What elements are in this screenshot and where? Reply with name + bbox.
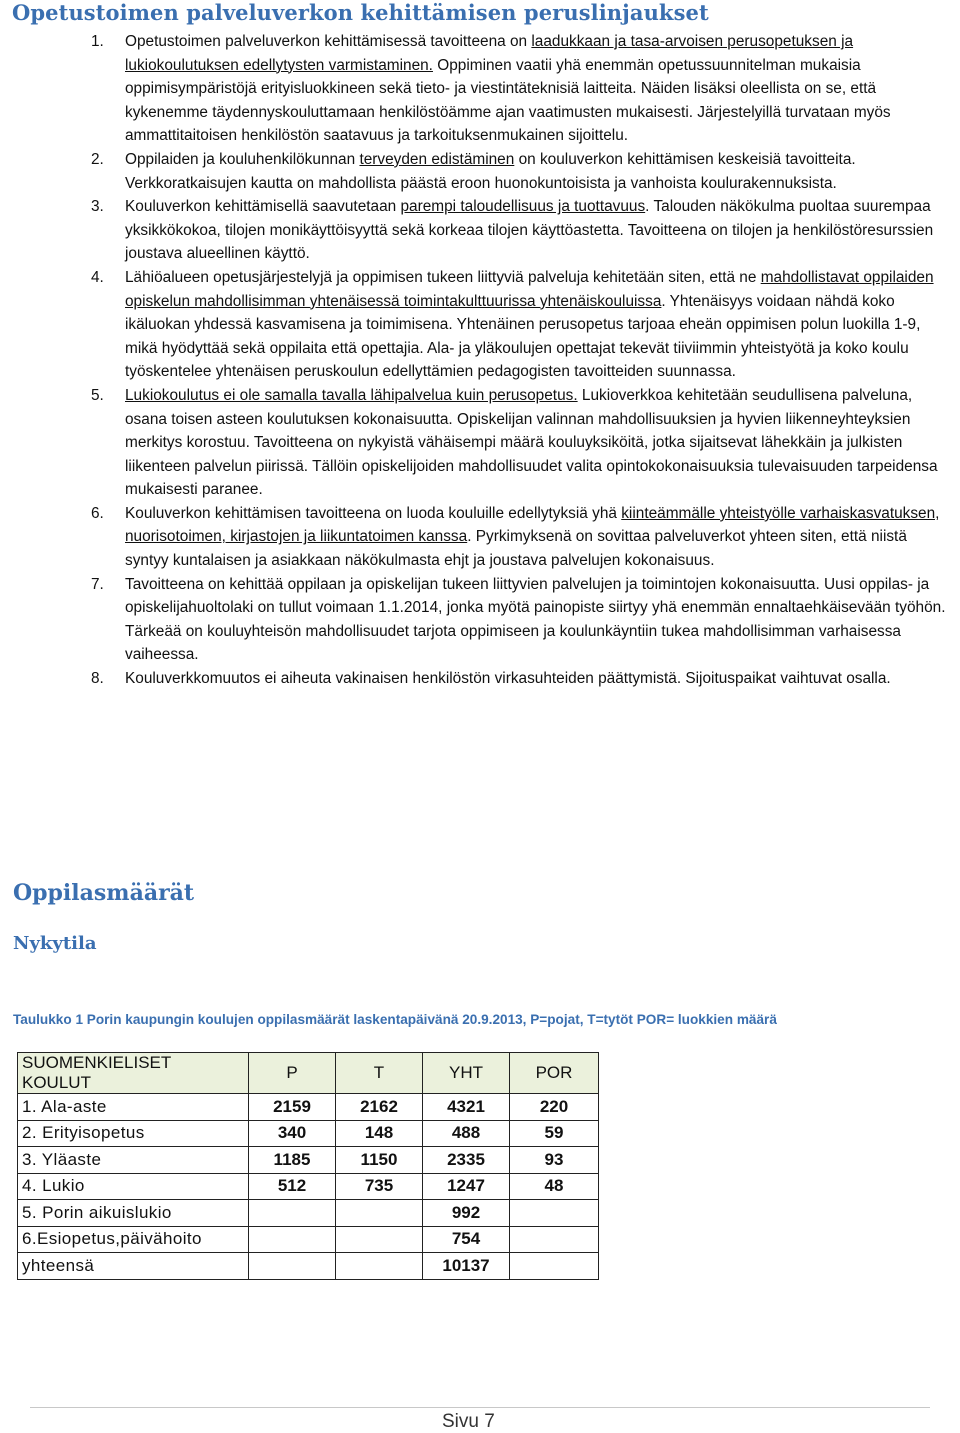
list-item-text: Opetustoimen palveluverkon kehittämisessä tavoitteena on — [125, 33, 532, 50]
table-cell-value: 735 — [336, 1173, 423, 1200]
header-cell-schools: SUOMENKIELISET KOULUT — [18, 1053, 249, 1094]
table-cell-value: 2162 — [336, 1094, 423, 1121]
table-cell-value: 1247 — [423, 1173, 510, 1200]
list-item-text: . Talouden näkökulma puoltaa suurempaa yksikkökokoa, tilojen monikäyttöisyyttä sekä korkeaa tilojen käyttöastetta. Tavoitteena on tilojen ja henkilöstöresurssien joustava alueellinen käyttö. — [125, 198, 934, 263]
table-row — [18, 1200, 599, 1227]
table-cell-value — [249, 1226, 336, 1253]
table-cell-label: 1. Ala-aste — [18, 1094, 249, 1121]
table-row — [18, 1253, 599, 1280]
list-item-number: 1. — [91, 33, 104, 50]
table-cell-value — [249, 1200, 336, 1227]
list-item-text: Lähiöalueen opetusjärjestelyjä ja oppimisen tukeen liittyviä palveluja kehitetään siten, että ne — [125, 268, 761, 286]
table-cell-value: 220 — [510, 1094, 599, 1121]
table-cell-value: 340 — [249, 1120, 336, 1147]
table-cell-value — [510, 1253, 599, 1280]
table-cell-value: 754 — [423, 1226, 510, 1253]
table-cell-label: 2. Erityisopetus — [18, 1120, 249, 1147]
table-cell-value: 992 — [423, 1200, 510, 1227]
list-item — [0, 148, 960, 195]
underlined-text: mahdollistavat oppilaiden opiskelun mahdollisimman yhtenäisessä toimintakulttuurissa yhtenäiskouluissa — [125, 268, 934, 310]
header-cell-p: P — [249, 1053, 336, 1094]
list-item-text: Kouluverkkomuutos ei aiheuta vakinaisen henkilöstön virkasuhteiden päättymistä. Sijoituspaikat vaihtuvat osalla. — [125, 670, 891, 688]
table-cell-value: 488 — [423, 1120, 510, 1147]
table-cell-label: yhteensä — [18, 1253, 249, 1280]
list-item-text: Lukioverkkoa kehitetään seudullisena palveluna, osana toisen asteen koulutuksen kokonaisuutta. Opiskelijan valinnan mahdollisuuksien ja hyvien liikenneyhteyksien merkitys korostuu. Tavoitteena on nykyistä vähäisempi määrä kouluyksiköitä, jotka sijaitsevat lähekkäin ja julkisten liikenteen palvelun piirissä. Tällöin opiskelijoiden mahdollisuudet valita opintokokonaisuuksia tulevaisuuden tarpeidensa mukaisesti paranee. — [125, 386, 938, 499]
table-cell-value: 2159 — [249, 1094, 336, 1121]
list-item-text: Kouluverkon kehittämisen tavoitteena on luoda kouluille edellytyksiä yhä — [125, 504, 622, 522]
student-count-table — [17, 1052, 599, 1280]
list-item-number: 3. — [91, 198, 104, 216]
heading-oppilasmaarat: Oppilasmäärät — [13, 880, 195, 906]
table-cell-value — [336, 1253, 423, 1280]
section-title: Opetustoimen palveluverkon kehittämisen peruslinjaukset — [12, 0, 709, 25]
list-item — [0, 266, 960, 384]
table-cell-value: 10137 — [423, 1253, 510, 1280]
list-item-number: 8. — [91, 670, 104, 688]
table-cell-value — [510, 1226, 599, 1253]
table-cell-value: 2335 — [423, 1147, 510, 1174]
footer-divider — [30, 1407, 930, 1408]
table-cell-label: 6.Esiopetus,päivähoito — [18, 1226, 249, 1253]
list-item-number: 6. — [91, 504, 104, 522]
table-row — [18, 1147, 599, 1174]
table-row — [18, 1094, 599, 1121]
table-cell-value: 1185 — [249, 1147, 336, 1174]
list-item — [0, 384, 960, 502]
table-cell-value: 148 — [336, 1120, 423, 1147]
table-row — [18, 1173, 599, 1200]
list-item — [0, 195, 960, 266]
underlined-text: Lukiokoulutus ei ole samalla tavalla lähipalvelua kuin perusopetus. — [125, 386, 578, 404]
table-cell-label: 5. Porin aikuislukio — [18, 1200, 249, 1227]
underlined-text: terveyden edistäminen — [359, 150, 515, 168]
table-cell-value: 512 — [249, 1173, 336, 1200]
table-cell-value — [510, 1200, 599, 1227]
table-cell-value: 48 — [510, 1173, 599, 1200]
underlined-text: parempi taloudellisuus ja tuottavuus — [400, 198, 646, 216]
list-item-text: on kouluverkon kehittämisen keskeisiä tavoitteita. Verkkoratkaisujen kautta on mahdollista päästä eroon huonokuntoisista ja vanhoista koulurakennuksista. — [125, 150, 856, 192]
table-cell-value: 59 — [510, 1120, 599, 1147]
table-cell-label: 4. Lukio — [18, 1173, 249, 1200]
list-item — [0, 667, 960, 691]
underlined-text: kiinteämmälle yhteistyölle varhaiskasvatuksen, nuorisotoimen, kirjastojen ja liikuntatoimen kanssa — [125, 504, 940, 546]
list-item-text: . Yhtenäisyys voidaan nähdä koko ikäluokan yhdessä kasvamisena ja toimimisena. Yhtenäinen perusopetus tarjoaa eheän oppimisen polun luokilla 1-9, mikä hyödyttää sekä oppilaita että opettajia. Ala- ja yläkoulujen opettajat tekevät tiiviimmin yhteistyötä ja koko koulu työskentelee yhtenäisen peruskoulun edellyttämien pedagogisten tavoitteiden suunnassa. — [125, 292, 921, 381]
table-cell-value — [336, 1226, 423, 1253]
list-item — [0, 30, 960, 148]
table-row — [18, 1120, 599, 1147]
header-cell-t: T — [336, 1053, 423, 1094]
list-item-text: . Pyrkimyksenä on sovittaa palveluverkot yhteen siten, että niistä syntyy kuntalaisen ja asiakkaan näkökulmasta ehjt ja joustava palvelujen kokonaisuus. — [125, 528, 907, 570]
guideline-list — [0, 30, 960, 691]
page-number: Sivu 7 — [442, 1411, 495, 1432]
header-cell-yht: YHT — [423, 1053, 510, 1094]
table-cell-label: 3. Yläaste — [18, 1147, 249, 1174]
list-item-text: Oppilaiden ja kouluhenkilökunnan — [125, 150, 360, 168]
heading-nykytila: Nykytila — [13, 933, 97, 954]
table-cell-value: 1150 — [336, 1147, 423, 1174]
table-cell-value: 93 — [510, 1147, 599, 1174]
list-item — [0, 502, 960, 573]
list-item-number: 2. — [91, 150, 104, 168]
table-caption: Taulukko 1 Porin kaupungin koulujen oppilasmäärät laskentapäivänä 20.9.2013, P=pojat, T=tytöt POR= luokkien määrä — [13, 1012, 777, 1027]
table-row — [18, 1226, 599, 1253]
table-cell-value — [336, 1200, 423, 1227]
header-cell-por: POR — [510, 1053, 599, 1094]
underlined-text: laadukkaan ja tasa-arvoisen perusopetuksen ja lukiokoulutuksen edellytysten varmistaminen. — [125, 33, 854, 74]
list-item-text: Tavoitteena on kehittää oppilaan ja opiskelijan tukeen liittyvien palvelujen ja toimintojen kokonaisuutta. Uusi oppilas- ja opiskelijahuoltolaki on tullut voimaan 1.1.2014, jonka myötä painopiste siirtyy yhä enemmän ennaltaehkäisevään työhön. Tärkeää on kouluyhteisön mahdollisuudet tarjota oppimiseen ja koulunkäyntiin tukea mahdollisimman varhaisessa vaiheessa. — [125, 575, 946, 664]
table-cell-value — [249, 1253, 336, 1280]
list-item-number: 7. — [91, 575, 104, 593]
list-item-text: Oppiminen vaatii yhä enemmän opetussuunnitelman mukaisia oppimisympäristöjä erityisluokkineen sekä tieto- ja viestintäteknisiä laitteita. Näiden lisäksi oleellista on se, että kykenemme täydennyskouluttamaan henkilöstöämme ajan vaatimusten mukaisesti. Järjestelyillä turvataan myös ammattitaitoisen henkilöstön saatavuus ja tarkoituksenmukainen sijoittelu. — [125, 56, 891, 145]
table-cell-value: 4321 — [423, 1094, 510, 1121]
list-item — [0, 573, 960, 667]
list-item-number: 4. — [91, 268, 104, 286]
list-item-text: Kouluverkon kehittämisellä saavutetaan — [125, 198, 401, 216]
table-header-row — [18, 1053, 599, 1094]
list-item-number: 5. — [91, 386, 104, 404]
